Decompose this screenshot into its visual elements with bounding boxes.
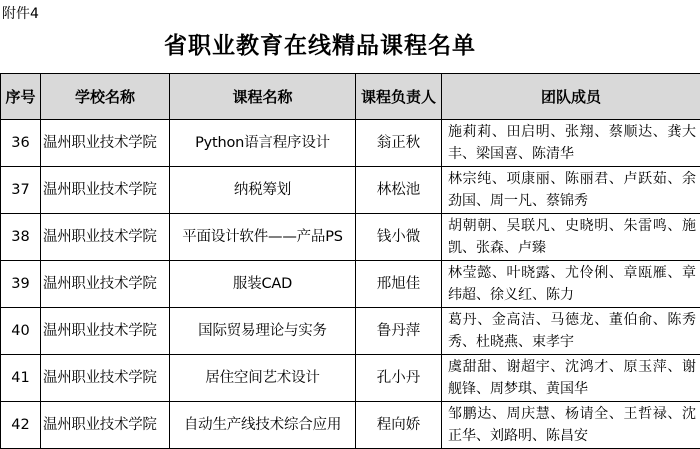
row-no: 42: [1, 402, 41, 449]
row-team: 虞甜甜、谢超宇、沈鸿才、原玉萍、谢舰锋、周梦琪、黄国华: [442, 355, 700, 402]
row-leader: 孔小丹: [356, 355, 442, 402]
row-team: 胡朝朝、吴联凡、史晓明、朱雷鸣、施凯、张森、卢臻: [442, 214, 700, 261]
row-team: 葛丹、金高洁、马德龙、董伯俞、陈秀秀、杜晓燕、束孝宇: [442, 308, 700, 355]
table-row: [1, 214, 700, 261]
row-course: 平面设计软件——产品PS: [170, 214, 356, 261]
attachment-label: 附件4: [2, 6, 39, 22]
row-school: 温州职业技术学院: [41, 120, 170, 167]
row-team: 邹鹏达、周庆慧、杨请全、王哲禄、沈正华、刘路明、陈昌安: [442, 402, 700, 449]
row-school: 温州职业技术学院: [41, 214, 170, 261]
page-title: 省职业教育在线精品课程名单: [0, 30, 640, 62]
row-leader: 鲁丹萍: [356, 308, 442, 355]
row-team: 林宗纯、项康丽、陈丽君、卢跃茹、余劲国、周一凡、蔡锦秀: [442, 167, 700, 214]
row-course: 自动生产线技术综合应用: [170, 402, 356, 449]
row-course: Python语言程序设计: [170, 120, 356, 167]
row-school: 温州职业技术学院: [41, 261, 170, 308]
row-leader: 钱小微: [356, 214, 442, 261]
table-row: [1, 261, 700, 308]
row-no: 37: [1, 167, 41, 214]
table-row: [1, 120, 700, 167]
row-course: 纳税筹划: [170, 167, 356, 214]
course-table: [0, 73, 700, 449]
row-no: 38: [1, 214, 41, 261]
row-leader: 林松池: [356, 167, 442, 214]
header-no: 序号: [1, 74, 41, 120]
table-row: [1, 355, 700, 402]
row-no: 41: [1, 355, 41, 402]
table-row: [1, 402, 700, 449]
row-school: 温州职业技术学院: [41, 355, 170, 402]
header-school: 学校名称: [41, 74, 170, 120]
row-school: 温州职业技术学院: [41, 402, 170, 449]
row-course: 居住空间艺术设计: [170, 355, 356, 402]
row-leader: 程向娇: [356, 402, 442, 449]
table-header-row: [1, 74, 700, 120]
row-course: 国际贸易理论与实务: [170, 308, 356, 355]
header-leader: 课程负责人: [356, 74, 442, 120]
row-team: 施莉莉、田启明、张翔、蔡顺达、龚大丰、梁国喜、陈清华: [442, 120, 700, 167]
table-row: [1, 167, 700, 214]
header-course: 课程名称: [170, 74, 356, 120]
row-no: 40: [1, 308, 41, 355]
row-school: 温州职业技术学院: [41, 308, 170, 355]
row-course: 服装CAD: [170, 261, 356, 308]
row-no: 36: [1, 120, 41, 167]
row-leader: 邢旭佳: [356, 261, 442, 308]
row-leader: 翁正秋: [356, 120, 442, 167]
header-team: 团队成员: [442, 74, 700, 120]
row-school: 温州职业技术学院: [41, 167, 170, 214]
row-team: 林莹懿、叶晓露、尤伶俐、章瓯雁、章纬超、徐义红、陈力: [442, 261, 700, 308]
row-no: 39: [1, 261, 41, 308]
table-row: [1, 308, 700, 355]
